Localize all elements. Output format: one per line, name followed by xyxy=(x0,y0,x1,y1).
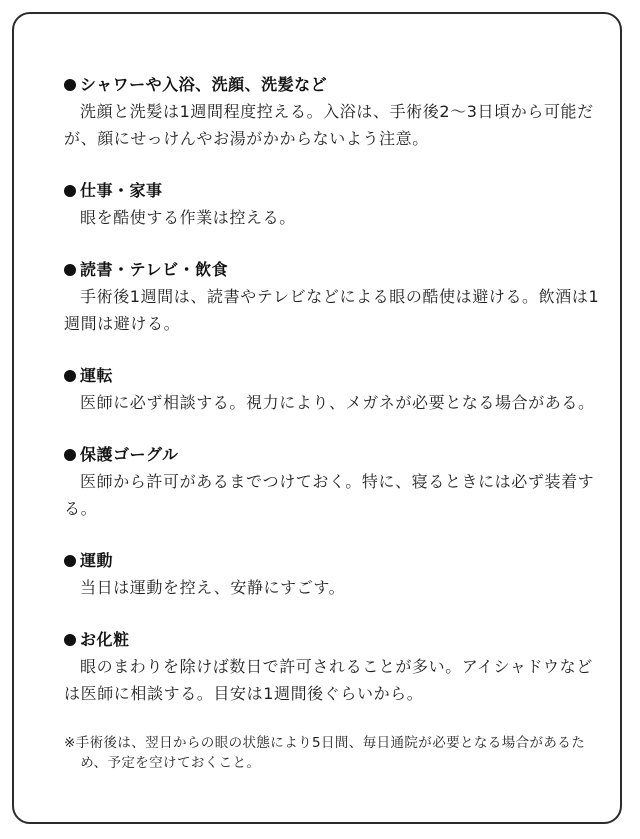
section-heading xyxy=(64,363,604,389)
section-body: 眼を酷使する作業は控える。 xyxy=(80,208,296,227)
bullet-icon xyxy=(64,264,76,276)
section-driving xyxy=(64,363,604,416)
section-makeup xyxy=(64,627,604,707)
section-body: 洗顔と洗髪は1週間程度控える。入浴は、手術後2〜3日頃から可能だが、顔にせっけんやお湯がかからないよう注意。 xyxy=(64,102,594,148)
panel-content xyxy=(64,72,604,773)
section-heading-text: お化粧 xyxy=(80,630,130,649)
section-heading xyxy=(64,442,604,468)
bullet-icon xyxy=(64,370,76,382)
section-heading xyxy=(64,257,604,283)
bullet-icon xyxy=(64,634,76,646)
bullet-icon xyxy=(64,555,76,567)
section-goggles xyxy=(64,442,604,522)
footnote: ※手術後は、翌日からの眼の状態により5日間、毎日通院が必要となる場合があるため、予定を空けておくこと。 xyxy=(64,735,586,771)
section-body: 手術後1週間は、読書やテレビなどによる眼の酷使は避ける。飲酒は1週間は避ける。 xyxy=(64,287,600,333)
section-heading-text: シャワーや入浴、洗顔、洗髪など xyxy=(80,75,328,94)
bullet-icon xyxy=(64,185,76,197)
section-heading xyxy=(64,548,604,574)
section-heading-text: 運動 xyxy=(80,551,114,570)
section-exercise xyxy=(64,548,604,601)
section-reading-tv xyxy=(64,257,604,337)
section-body: 当日は運動を控え、安静にすごす。 xyxy=(80,578,346,597)
section-heading-text: 仕事・家事 xyxy=(80,181,163,200)
section-heading xyxy=(64,72,604,98)
bullet-icon xyxy=(64,449,76,461)
section-heading-text: 読書・テレビ・飲食 xyxy=(80,260,229,279)
bullet-icon xyxy=(64,79,76,91)
section-body: 医師に必ず相談する。視力により、メガネが必要となる場合がある。 xyxy=(80,393,595,412)
section-body: 医師から許可があるまでつけておく。特に、寝るときには必ず装着する。 xyxy=(64,472,595,518)
section-heading-text: 保護ゴーグル xyxy=(80,445,179,464)
info-panel xyxy=(12,12,622,824)
section-heading xyxy=(64,178,604,204)
section-heading-text: 運転 xyxy=(80,366,114,385)
section-heading xyxy=(64,627,604,653)
section-work xyxy=(64,178,604,231)
section-bathing xyxy=(64,72,604,152)
section-body: 眼のまわりを除けば数日で許可されることが多い。アイシャドウなどは医師に相談する。目安は1週間後ぐらいから。 xyxy=(64,657,593,703)
